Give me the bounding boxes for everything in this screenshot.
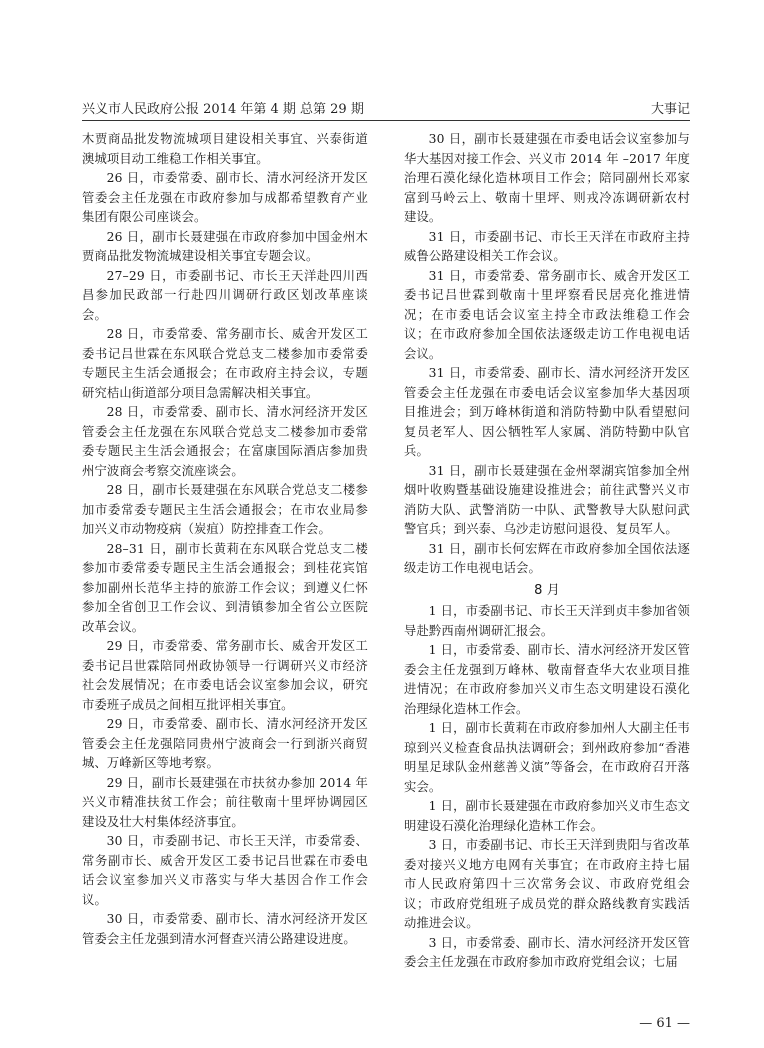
event-entry: 31 日，市委常委、常务副市长、威舍开发区工委书记吕世霖到敬南十里坪察看民居亮化推进情况；在市委电话会议室主持全市政法维稳工作会议；在市政府参加全国依法逐级走访工作电视电话会议。 (404, 268, 690, 361)
event-entry: 29 日，市委常委、副市长、清水河经济开发区管委会主任龙强陪同贵州宁波商会一行到浙兴商贸城、万峰新区等地考察。 (82, 717, 368, 770)
page-header (82, 96, 690, 121)
event-entry: 30 日，市委副书记、市长王天洋，市委常委、常务副市长、威舍开发区工委书记吕世霖在市委电话会议室参加兴义市落实与华大基因合作工作会议。 (82, 834, 368, 907)
event-entry: 木贾商品批发物流城项目建设相关事宜、兴泰街道澳城项目动工维稳工作相关事宜。 (82, 132, 368, 166)
event-entry: 28–31 日，副市长黄莉在东风联合党总支二楼参加市委常委专题民主生活会通报会；到桂花宾馆参加副州长范华主持的旅游工作会议；到遵义仁怀参加全省创卫工作会议、到清镇参加全省公立医院改革会议。 (82, 541, 368, 634)
right-column (404, 130, 690, 973)
publication-title: 兴义市人民政府公报 2014 年第 4 期 总第 29 期 (82, 102, 364, 117)
event-entry: 28 日，市委常委、常务副市长、威舍开发区工委书记吕世霖在东风联合党总支二楼参加市委常委专题民主生活会通报会；在市政府主持会议，专题研究桔山街道部分项目急需解决相关事宜。 (82, 327, 368, 400)
event-entry: 1 日，副市长聂建强在市政府参加兴义市生态文明建设石漠化治理绿化造林工作会。 (404, 799, 690, 833)
event-entry: 31 日，副市长何宏辉在市政府参加全国依法逐级走访工作电视电话会。 (404, 541, 690, 575)
left-column (82, 130, 368, 949)
event-entry: 28 日，副市长聂建强在东风联合党总支二楼参加市委常委专题民主生活会通报会；在市农业局参加兴义市动物疫病（炭疽）防控排查工作会。 (82, 483, 368, 536)
event-entry: 26 日，副市长聂建强在市政府参加中国金州木贾商品批发物流城建设相关事宜专题会议。 (82, 229, 368, 263)
event-entry: 30 日，副市长聂建强在市委电话会议室参加与华大基因对接工作会、兴义市 2014 年 –2017 年度治理石漠化绿化造林项目工作会；陪同副州长邓家富到马岭云上、敬南十里坪、则戎冷冻调研新农村建设。 (404, 132, 690, 224)
event-entry: 31 日，副市长聂建强在金州翠湖宾馆参加全州烟叶收购暨基础设施建设推进会；前往武警兴义市消防大队、武警消防一中队、武警教导大队慰问武警官兵；到兴泰、乌沙走访慰问退役、复员军人。 (404, 463, 690, 536)
event-entry: 29 日，副市长聂建强在市扶贫办参加 2014 年兴义市精准扶贫工作会；前往敬南十里坪协调园区建设及壮大村集体经济事宜。 (82, 775, 368, 829)
event-entry: 3 日，市委常委、副市长、清水河经济开发区管委会主任龙强在市政府参加市政府党组会议；七届 (404, 935, 690, 969)
section-title: 大事记 (650, 102, 690, 117)
event-entry: 1 日，市委副书记、市长王天洋到贞丰参加省领导赴黔西南州调研汇报会。 (404, 604, 690, 638)
event-entry: 3 日，市委副书记、市长王天洋到贵阳与省改革委对接兴义地方电网有关事宜；在市政府主持七届市人民政府第四十三次常务会议、市政府党组会议；市政府党组班子成员党的群众路线教育实践活动推进会议。 (404, 838, 690, 930)
event-entry: 1 日，市委常委、副市长、清水河经济开发区管委会主任龙强到万峰林、敬南督查华大农业项目推进情况；在市政府参加兴义市生态文明建设石漠化治理绿化造林工作会。 (404, 643, 690, 716)
month-heading: 8 月 (534, 582, 560, 598)
page-number: — 61 — (639, 1016, 690, 1031)
event-entry: 1 日，副市长黄莉在市政府参加州人大副主任韦琼到兴义检查食品执法调研会；到州政府参加“香港明星足球队金州慈善义演”等备会，在市政府召开落实会。 (404, 721, 690, 794)
event-entry: 26 日，市委常委、副市长、清水河经济开发区管委会主任龙强在市政府参加与成都希望教育产业集团有限公司座谈会。 (82, 171, 368, 224)
event-entry: 31 日，市委常委、副市长、清水河经济开发区管委会主任龙强在市委电话会议室参加华大基因项目推进会；到万峰林街道和消防特勤中队看望慰问复员老军人、因公牺牲军人家属、消防特勤中队官兵。 (404, 366, 690, 458)
event-entry: 29 日，市委常委、常务副市长、威舍开发区工委书记吕世霖陪同州政协领导一行调研兴义市经济社会发展情况；在市委电话会议室参加会议，研究市委班子成员之间相互批评相关事宜。 (82, 639, 368, 712)
event-entry: 30 日，市委常委、副市长、清水河经济开发区管委会主任龙强到清水河督查兴清公路建设进度。 (82, 912, 368, 946)
event-entry: 27–29 日，市委副书记、市长王天洋赴四川西昌参加民政部一行赴四川调研行政区划改革座谈会。 (82, 268, 368, 322)
event-entry: 31 日，市委副书记、市长王天洋在市政府主持威鲁公路建设相关工作会议。 (404, 229, 690, 263)
event-entry: 28 日，市委常委、副市长、清水河经济开发区管委会主任龙强在东风联合党总支二楼参加市委常委专题民主生活会通报会；在富康国际酒店参加贵州宁波商会考察交流座谈会。 (82, 405, 368, 478)
